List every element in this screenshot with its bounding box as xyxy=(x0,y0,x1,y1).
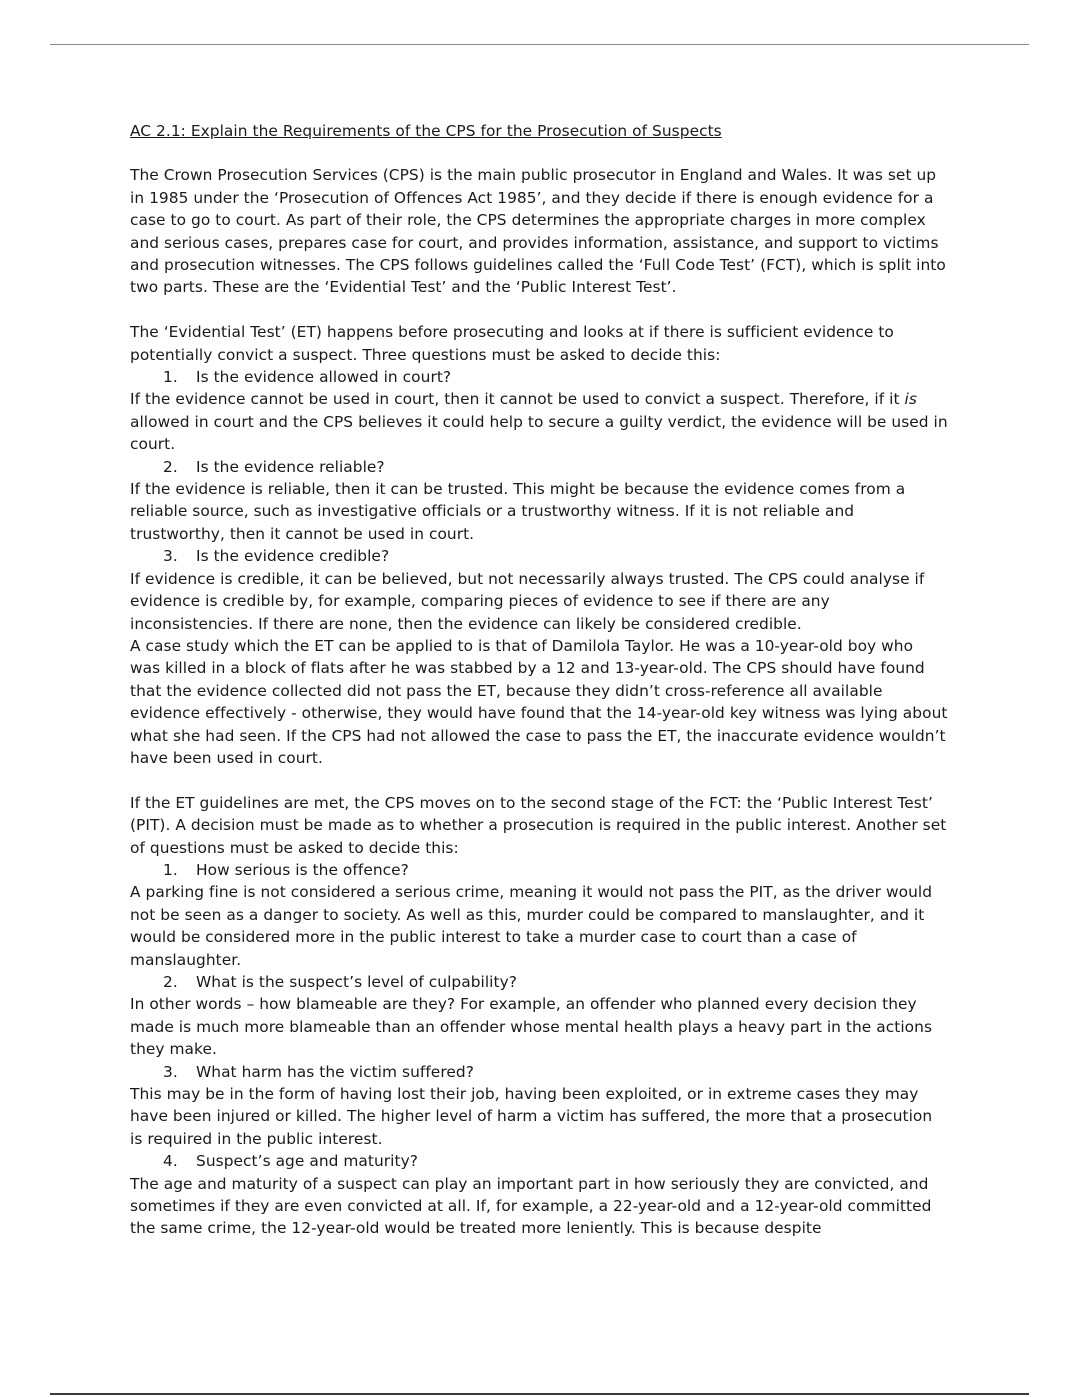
public-interest-intro: If the ET guidelines are met, the CPS moves on to the second stage of the FCT: the ‘Public Interest Test’ (PIT). A decision must be made as to whether a prosecution is required in the public interest. Another set of questions must be asked to decide this: xyxy=(130,793,947,857)
evidential-question-3 xyxy=(130,545,948,567)
footer-rule xyxy=(50,1393,1029,1395)
question-number: 3. xyxy=(163,1062,178,1081)
answer-text: allowed in court and the CPS believes it could help to secure a guilty verdict, the evidence will be used in court. xyxy=(130,412,948,454)
public-interest-answer-2: In other words – how blameable are they? For example, an offender who planned every decision they made is much more blameable than an offender whose mental health plays a heavy part in the actions they make. xyxy=(130,995,933,1059)
question-text: Is the evidence allowed in court? xyxy=(196,368,452,387)
public-interest-question-2 xyxy=(130,971,948,993)
evidential-answer-1 xyxy=(130,388,948,455)
question-text: Suspect’s age and maturity? xyxy=(196,1152,418,1171)
intro-paragraph: The Crown Prosecution Services (CPS) is the main public prosecutor in England and Wales. It was set up in 1985 under the ‘Prosecution of Offences Act 1985’, and they decide if there is enough evidence for a case to go to court. As part of their role, the CPS determines the appropriate charges in more complex and serious cases, prepares case for court, and provides information, assistance, and support to victims and prosecution witnesses. The CPS follows guidelines called the ‘Full Code Test’ (FCT), which is split into two parts. These are the ‘Evidential Test’ and the ‘Public Interest Test’. xyxy=(130,166,946,297)
evidential-question-1 xyxy=(130,366,948,388)
question-number: 1. xyxy=(163,860,178,879)
question-text: How serious is the offence? xyxy=(196,860,409,879)
answer-emphasis: is xyxy=(904,390,917,409)
paragraph-gap xyxy=(130,299,948,321)
public-interest-question-1 xyxy=(130,859,948,881)
document-body xyxy=(130,120,948,1240)
question-text: Is the evidence reliable? xyxy=(196,457,385,476)
header-rule xyxy=(50,44,1029,45)
public-interest-answer-3: This may be in the form of having lost their job, having been exploited, or in extreme cases they may have been injured or killed. The higher level of harm a victim has suffered, the more that a prosecution is required in the public interest. xyxy=(130,1085,933,1148)
question-number: 2. xyxy=(163,457,178,476)
answer-text: If the evidence cannot be used in court, then it cannot be used to convict a suspect. Therefore, if it xyxy=(130,390,905,409)
public-interest-answer-4: The age and maturity of a suspect can play an important part in how seriously they are convicted, and sometimes if they are even convicted at all. If, for example, a 22-year-old and a 12-year-old committed the same crime, the 12-year-old would be treated more leniently. This is because despite xyxy=(130,1174,932,1238)
paragraph-gap xyxy=(130,769,948,791)
public-interest-question-3 xyxy=(130,1061,948,1083)
question-number: 1. xyxy=(163,368,178,387)
question-text: Is the evidence credible? xyxy=(196,547,390,566)
question-text: What is the suspect’s level of culpability? xyxy=(196,973,517,991)
question-number: 2. xyxy=(163,973,178,991)
question-number: 3. xyxy=(163,547,178,566)
case-study-paragraph: A case study which the ET can be applied to is that of Damilola Taylor. He was a 10-year-old boy who was killed in a block of flats after he was stabbed by a 12 and 13-year-old. The CPS should have found that the evidence collected did not pass the ET, because they didn’t cross-reference all available evidence effectively - otherwise, they would have found that the 14-year-old key witness was lying about what she had seen. If the CPS had not allowed the case to pass the ET, the inaccurate evidence wouldn’t have been used in court. xyxy=(130,636,948,767)
public-interest-question-4 xyxy=(130,1150,948,1172)
question-text: What harm has the victim suffered? xyxy=(196,1062,474,1081)
evidential-answer-2: If the evidence is reliable, then it can be trusted. This might be because the evidence comes from a reliable source, such as investigative officials or a trustworthy witness. If it is not reliable and trustworthy, then it cannot be used in court. xyxy=(130,480,906,543)
evidential-question-2 xyxy=(130,456,948,478)
evidential-test-intro: The ‘Evidential Test’ (ET) happens before prosecuting and looks at if there is sufficient evidence to potentially convict a suspect. Three questions must be asked to decide this: xyxy=(130,323,894,364)
section-heading: AC 2.1: Explain the Requirements of the CPS for the Prosecution of Suspects xyxy=(130,122,722,140)
question-number: 4. xyxy=(163,1152,178,1171)
evidential-answer-3: If evidence is credible, it can be believed, but not necessarily always trusted. The CPS could analyse if evidence is credible by, for example, comparing pieces of evidence to see if there are any inconsistencies. If there are none, then the evidence can likely be considered credible. xyxy=(130,569,925,633)
public-interest-answer-1: A parking fine is not considered a serious crime, meaning it would not pass the PIT, as the driver would not be seen as a danger to society. As well as this, murder could be compared to manslaughter, and it would be considered more in the public interest to take a murder case to court than a case of manslaughter. xyxy=(130,883,933,969)
